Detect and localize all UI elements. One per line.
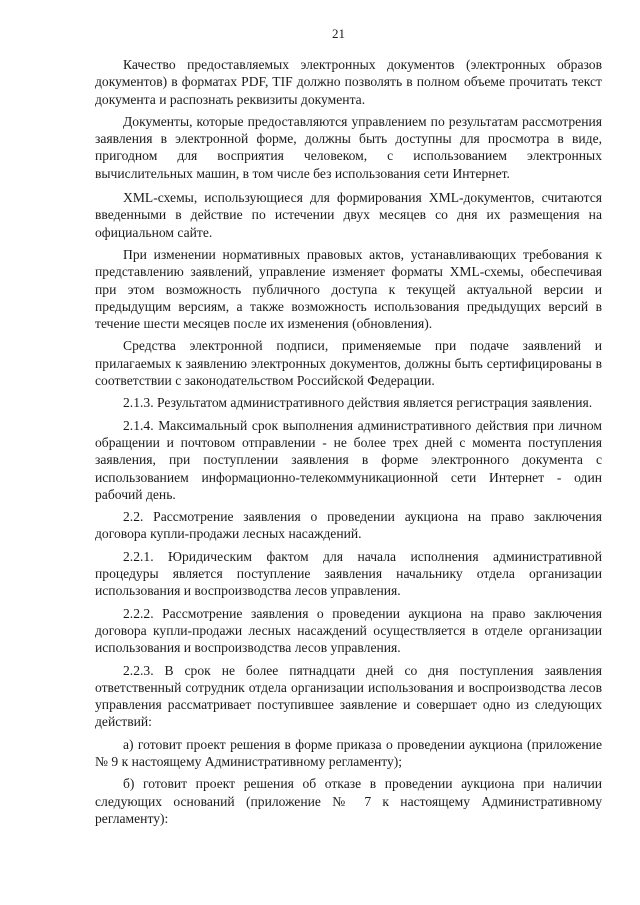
paragraph: XML-схемы, использующиеся для формирования XML-документов, считаются введенными в действие по истечении двух месяцев со дня их размещения на официальном сайте. (95, 190, 602, 240)
paragraph: 2.2.3. В срок не более пятнадцати дней со дня поступления заявления ответственный сотрудник отдела организации использования и воспроизводства лесов управления рассматривает поступившее заявление и совершает одно из следующих действий: (95, 662, 602, 730)
paragraph: 2.2.1. Юридическим фактом для начала исполнения административной процедуры является поступление заявления начальнику отдела организации использования и воспроизводства лесов управления. (95, 548, 602, 599)
paragraph: Качество предоставляемых электронных документов (электронных образов документов) в форматах PDF, TIF должно позволять в полном объеме прочитать текст документа и распознать реквизиты документа. (95, 57, 602, 107)
paragraph: 2.1.4. Максимальный срок выполнения административного действия при личном обращении и почтовом отправлении - не более трех дней с момента поступления заявления, при поступлении заявления в форме электронного документа с использованием информационно-телекоммуникационной сети Интернет - один рабочий день. (95, 417, 602, 502)
document-body (95, 56, 602, 827)
paragraph: 2.2. Рассмотрение заявления о проведении аукциона на право заключения договора купли-продажи лесных насаждений. (95, 509, 602, 542)
list-item: б) готовит проект решения об отказе в проведении аукциона при наличии следующих оснований (приложение № 7 к настоящему Административному регламенту): (95, 776, 602, 826)
paragraph: При изменении нормативных правовых актов, устанавливающих требования к представлению заявлений, управление изменяет форматы XML-схемы, обеспечивая при этом возможность публичного доступа к текущей актуальной версии и предыдущим версиям, а также возможность использования предыдущих версий в течение шести месяцев после их изменения (обновления). (95, 246, 602, 332)
paragraph: 2.1.3. Результатом административного действия является регистрация заявления. (123, 395, 593, 411)
paragraph: Документы, которые предоставляются управлением по результатам рассмотрения заявления в электронной форме, должны быть доступны для просмотра в виде, пригодном для восприятия человеком, с использованием электронных вычислительных машин, в том числе без использования сети Интернет. (95, 113, 602, 181)
page-number: 21 (332, 26, 345, 41)
list-item: а) готовит проект решения в форме приказа о проведении аукциона (приложение № 9 к настоящему Административному регламенту); (95, 736, 602, 769)
paragraph: Средства электронной подписи, применяемые при подаче заявлений и прилагаемых к заявлению электронных документов, должны быть сертифицированы в соответствии с законодательством Российской Федерации. (95, 338, 602, 389)
paragraph: 2.2.2. Рассмотрение заявления о проведении аукциона на право заключения договора купли-продажи лесных насаждений осуществляется в отделе организации использования и воспроизводства лесов управления. (95, 605, 602, 656)
